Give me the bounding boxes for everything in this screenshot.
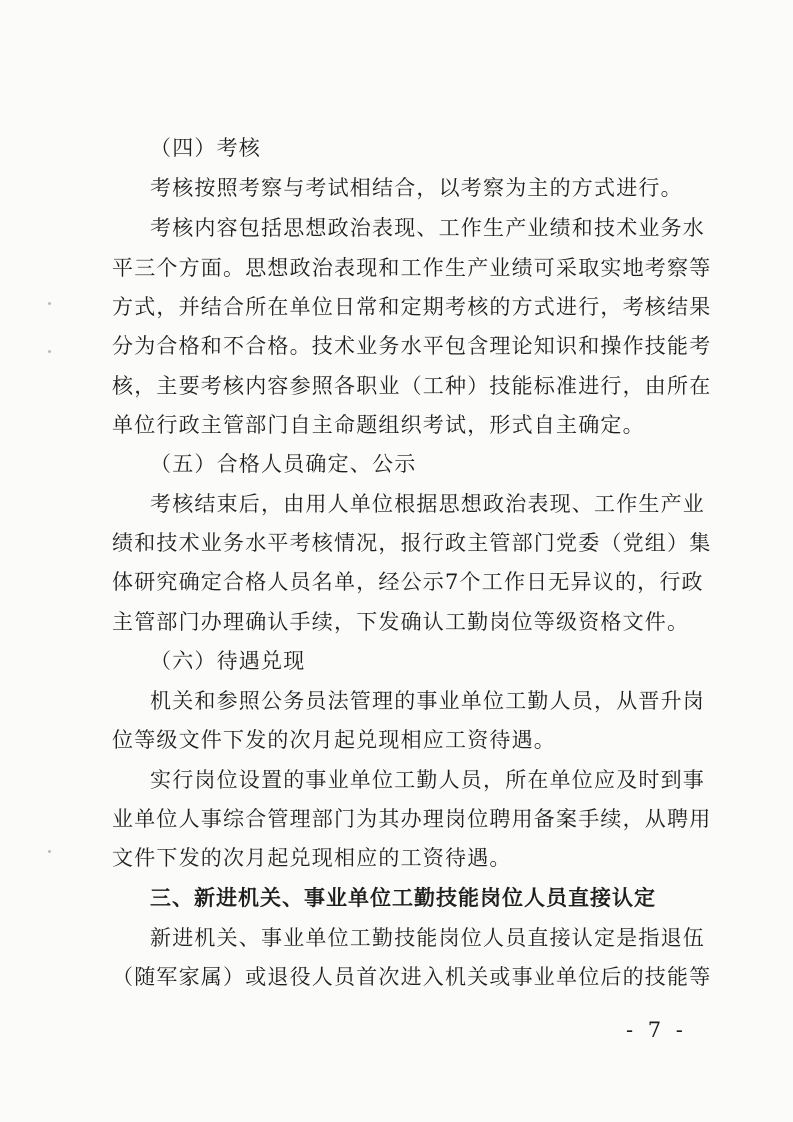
paragraph-line: 分为合格和不合格。技术业务水平包含理论知识和操作技能考 [112, 334, 712, 358]
paragraph-line: 绩和技术业务水平考核情况，报行政主管部门党委（党组）集 [112, 531, 712, 555]
paragraph-line: 考核结束后，由用人单位根据思想政治表现、工作生产业 [150, 492, 705, 516]
paragraph-line: 机关和参照公务员法管理的事业单位工勤人员，从晋升岗 [150, 689, 705, 713]
section-heading-3: 三、新进机关、事业单位工勤技能岗位人员直接认定 [150, 886, 656, 910]
paragraph-line: 实行岗位设置的事业单位工勤人员，所在单位应及时到事 [150, 768, 705, 792]
scan-speck [48, 850, 51, 853]
section-heading-4: （四）考核 [150, 136, 261, 160]
paragraph-line: 业单位人事综合管理部门为其办理岗位聘用备案手续，从聘用 [112, 807, 712, 831]
section-heading-6: （六）待遇兑现 [150, 649, 306, 673]
paragraph-line: 方式，并结合所在单位日常和定期考核的方式进行，考核结果 [112, 295, 712, 319]
paragraph-line: 主管部门办理确认手续，下发确认工勤岗位等级资格文件。 [112, 610, 690, 634]
paragraph-line: 文件下发的次月起兑现相应的工资待遇。 [112, 846, 512, 870]
paragraph-line: 考核内容包括思想政治表现、工作生产业绩和技术业务水 [150, 216, 705, 240]
paragraph-line: 平三个方面。思想政治表现和工作生产业绩可采取实地考察等 [112, 256, 712, 280]
section-heading-5: （五）合格人员确定、公示 [150, 452, 417, 476]
paragraph-line: 单位行政主管部门自主命题组织考试，形式自主确定。 [112, 413, 645, 437]
scan-speck [48, 350, 51, 353]
scan-speck [48, 302, 51, 305]
paragraph-line: 位等级文件下发的次月起兑现相应工资待遇。 [112, 728, 556, 752]
paragraph-line: （随军家属）或退役人员首次进入机关或事业单位后的技能等 [112, 965, 712, 989]
paragraph-line: 新进机关、事业单位工勤技能岗位人员直接认定是指退伍 [150, 926, 705, 950]
page-number: - 7 - [626, 1018, 687, 1042]
paragraph-line: 核，主要考核内容参照各职业（工种）技能标准进行，由所在 [112, 374, 712, 398]
paragraph-line: 考核按照考察与考试相结合，以考察为主的方式进行。 [150, 176, 683, 200]
paragraph-line: 体研究确定合格人员名单，经公示7个工作日无异议的，行政 [112, 570, 704, 594]
